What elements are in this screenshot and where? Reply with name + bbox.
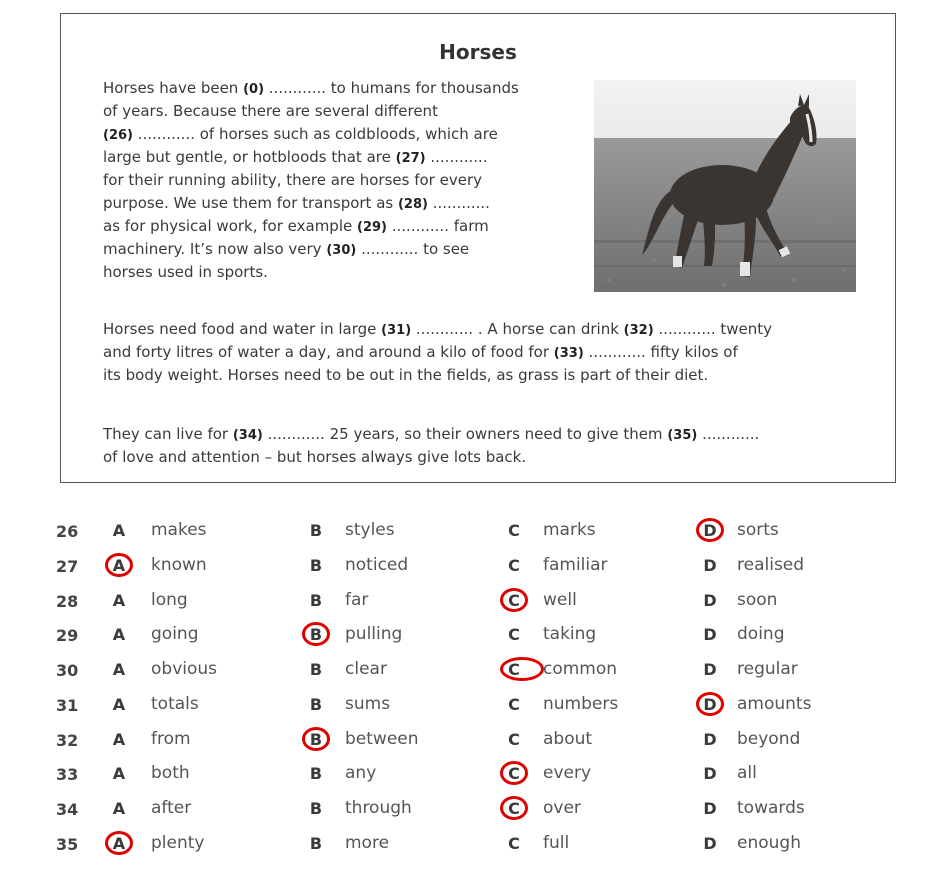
option-word[interactable]: beyond (737, 729, 801, 749)
option-letter-d[interactable]: D (703, 521, 717, 540)
option-word[interactable]: soon (737, 590, 778, 610)
option-letter-b[interactable]: B (309, 556, 323, 575)
passage-line (103, 216, 489, 238)
option-word[interactable]: styles (345, 520, 395, 540)
option-letter-c[interactable]: C (508, 799, 520, 818)
question-row (0, 760, 947, 790)
option-word[interactable]: through (345, 798, 412, 818)
option-letter-d[interactable]: D (703, 556, 717, 575)
gap-number: (0) (243, 82, 265, 97)
question-row (0, 726, 947, 756)
option-letter-c[interactable]: C (508, 764, 520, 783)
option-word[interactable]: marks (543, 520, 596, 540)
horse-photo-icon (594, 80, 856, 292)
question-number: 34 (56, 800, 79, 819)
option-word[interactable]: about (543, 729, 593, 749)
passage-line (103, 424, 759, 446)
passage-line (103, 193, 490, 215)
question-number: 33 (56, 765, 79, 784)
passage-text-segment: large but gentle, or hotbloods that are (103, 148, 396, 166)
passage-line (103, 365, 708, 385)
horse-photo (594, 80, 856, 292)
passage-text-segment: Horses have been (103, 79, 244, 97)
question-number: 26 (56, 522, 79, 541)
gap-number: (30) (326, 243, 357, 258)
option-word[interactable]: doing (737, 624, 785, 644)
passage-line (103, 124, 498, 146)
gap-number: (35) (667, 428, 698, 443)
option-letter-a[interactable]: A (112, 556, 126, 575)
gap-number: (31) (381, 323, 412, 338)
option-letter-d[interactable]: D (703, 660, 717, 679)
passage-text-segment: as for physical work, for example (103, 217, 357, 235)
passage-line (103, 78, 519, 100)
option-letter-c[interactable]: C (508, 521, 520, 540)
passage-text-segment: ............ farm (386, 217, 489, 235)
question-number: 35 (56, 835, 79, 854)
option-letter-d[interactable]: D (703, 730, 717, 749)
question-number: 28 (56, 592, 79, 611)
option-word[interactable]: sorts (737, 520, 779, 540)
option-word[interactable]: all (737, 763, 757, 783)
option-word[interactable]: realised (737, 555, 805, 575)
option-letter-b[interactable]: B (309, 625, 323, 644)
question-row (0, 795, 947, 825)
question-row (0, 621, 947, 651)
passage-text-segment: ............ 25 years, so their owners need to give them (262, 425, 668, 443)
question-number: 29 (56, 626, 79, 645)
option-word[interactable]: long (151, 590, 188, 610)
option-word[interactable]: between (345, 729, 419, 749)
option-word[interactable]: more (345, 833, 390, 853)
option-word[interactable]: amounts (737, 694, 812, 714)
option-letter-a[interactable]: A (112, 834, 126, 853)
passage-text-segment: ............ to humans for thousands (264, 79, 519, 97)
passage-text-segment: ............ to see (356, 240, 470, 258)
option-word[interactable]: any (345, 763, 377, 783)
gap-number: (28) (397, 197, 428, 212)
question-row (0, 587, 947, 617)
question-row (0, 691, 947, 721)
option-letter-b[interactable]: B (309, 834, 323, 853)
option-letter-c[interactable]: C (508, 695, 520, 714)
option-word[interactable]: makes (151, 520, 207, 540)
option-letter-c[interactable]: C (508, 591, 520, 610)
option-letter-a[interactable]: A (112, 660, 126, 679)
option-letter-a[interactable]: A (112, 521, 126, 540)
option-word[interactable]: sums (345, 694, 391, 714)
option-letter-d[interactable]: D (703, 764, 717, 783)
passage-title: Horses (439, 40, 517, 64)
option-word[interactable]: pulling (345, 624, 403, 644)
option-letter-d[interactable]: D (703, 591, 717, 610)
passage-text-segment: of love and attention – but horses always give lots back. (103, 448, 527, 466)
option-letter-a[interactable]: A (112, 591, 126, 610)
option-letter-b[interactable]: B (309, 799, 323, 818)
passage-text-segment: ............ twenty (653, 320, 773, 338)
option-word[interactable]: enough (737, 833, 801, 853)
option-letter-b[interactable]: B (309, 591, 323, 610)
option-word[interactable]: far (345, 590, 369, 610)
passage-text-segment: its body weight. Horses need to be out in the fields, as grass is part of their diet. (103, 366, 709, 384)
gap-number: (29) (357, 220, 387, 235)
option-word[interactable]: both (151, 763, 190, 783)
passage-text-segment: ............ (427, 194, 490, 212)
passage-text-segment: ............ of horses such as coldbloods, which are (132, 125, 498, 143)
option-letter-b[interactable]: B (309, 764, 323, 783)
passage-text-segment: ............ fifty kilos of (583, 343, 738, 361)
passage-line (103, 319, 772, 341)
question-number: 27 (56, 557, 79, 576)
question-number: 31 (56, 696, 79, 715)
question-number: 30 (56, 661, 79, 680)
option-word[interactable]: towards (737, 798, 805, 818)
passage-text-segment: They can live for (103, 425, 233, 443)
question-row (0, 830, 947, 860)
option-letter-c[interactable]: C (508, 625, 520, 644)
question-row (0, 552, 947, 582)
option-word[interactable]: full (543, 833, 570, 853)
passage-line (103, 147, 488, 169)
passage-line (103, 101, 438, 121)
option-word[interactable]: familiar (543, 555, 608, 575)
passage-text-segment: and forty litres of water a day, and around a kilo of food for (103, 343, 554, 361)
option-word[interactable]: plenty (151, 833, 205, 853)
passage-text-segment: ............ . A horse can drink (411, 320, 624, 338)
gap-number: (32) (623, 323, 654, 338)
option-word[interactable]: over (543, 798, 581, 818)
option-word[interactable]: taking (543, 624, 597, 644)
option-letter-b[interactable]: B (309, 695, 323, 714)
option-letter-c[interactable]: C (508, 660, 520, 679)
option-letter-c[interactable]: C (508, 556, 520, 575)
option-word[interactable]: from (151, 729, 191, 749)
option-word[interactable]: going (151, 624, 199, 644)
option-word[interactable]: known (151, 555, 207, 575)
gap-number: (34) (232, 428, 263, 443)
passage-text-segment: Horses need food and water in large (103, 320, 382, 338)
question-number: 32 (56, 731, 79, 750)
option-letter-b[interactable]: B (309, 730, 323, 749)
question-row (0, 517, 947, 547)
option-word[interactable]: common (543, 659, 618, 679)
option-word[interactable]: totals (151, 694, 199, 714)
option-letter-b[interactable]: B (309, 660, 323, 679)
passage-text-segment: purpose. We use them for transport as (103, 194, 398, 212)
passage-line (103, 239, 469, 261)
option-word[interactable]: clear (345, 659, 387, 679)
passage-text-segment: for their running ability, there are horses for every (103, 171, 482, 189)
option-letter-a[interactable]: A (112, 799, 126, 818)
option-letter-d[interactable]: D (703, 695, 717, 714)
gap-number: (33) (553, 346, 584, 361)
passage-line (103, 170, 482, 190)
passage-text-segment: ............ (697, 425, 760, 443)
question-row (0, 656, 947, 686)
option-letter-a[interactable]: A (112, 695, 126, 714)
option-letter-d[interactable]: D (703, 799, 717, 818)
option-word[interactable]: every (543, 763, 592, 783)
option-word[interactable]: after (151, 798, 192, 818)
option-letter-b[interactable]: B (309, 521, 323, 540)
option-letter-d[interactable]: D (703, 625, 717, 644)
option-word[interactable]: numbers (543, 694, 619, 714)
option-letter-d[interactable]: D (703, 834, 717, 853)
option-word[interactable]: noticed (345, 555, 409, 575)
passage-box (60, 13, 896, 483)
option-letter-c[interactable]: C (508, 730, 520, 749)
option-word[interactable]: regular (737, 659, 798, 679)
option-letter-a[interactable]: A (112, 764, 126, 783)
passage-text-segment: of years. Because there are several different (103, 102, 438, 120)
option-letter-c[interactable]: C (508, 834, 520, 853)
passage-text-segment: horses used in sports. (103, 263, 268, 281)
option-word[interactable]: obvious (151, 659, 218, 679)
option-word[interactable]: well (543, 590, 577, 610)
passage-line (103, 342, 738, 364)
passage-line (103, 447, 526, 467)
option-letter-a[interactable]: A (112, 730, 126, 749)
passage-text-segment: machinery. It’s now also very (103, 240, 327, 258)
option-letter-a[interactable]: A (112, 625, 126, 644)
passage-text-segment: ............ (425, 148, 488, 166)
gap-number: (27) (395, 151, 426, 166)
gap-number: (26) (103, 128, 133, 143)
passage-line (103, 262, 268, 282)
